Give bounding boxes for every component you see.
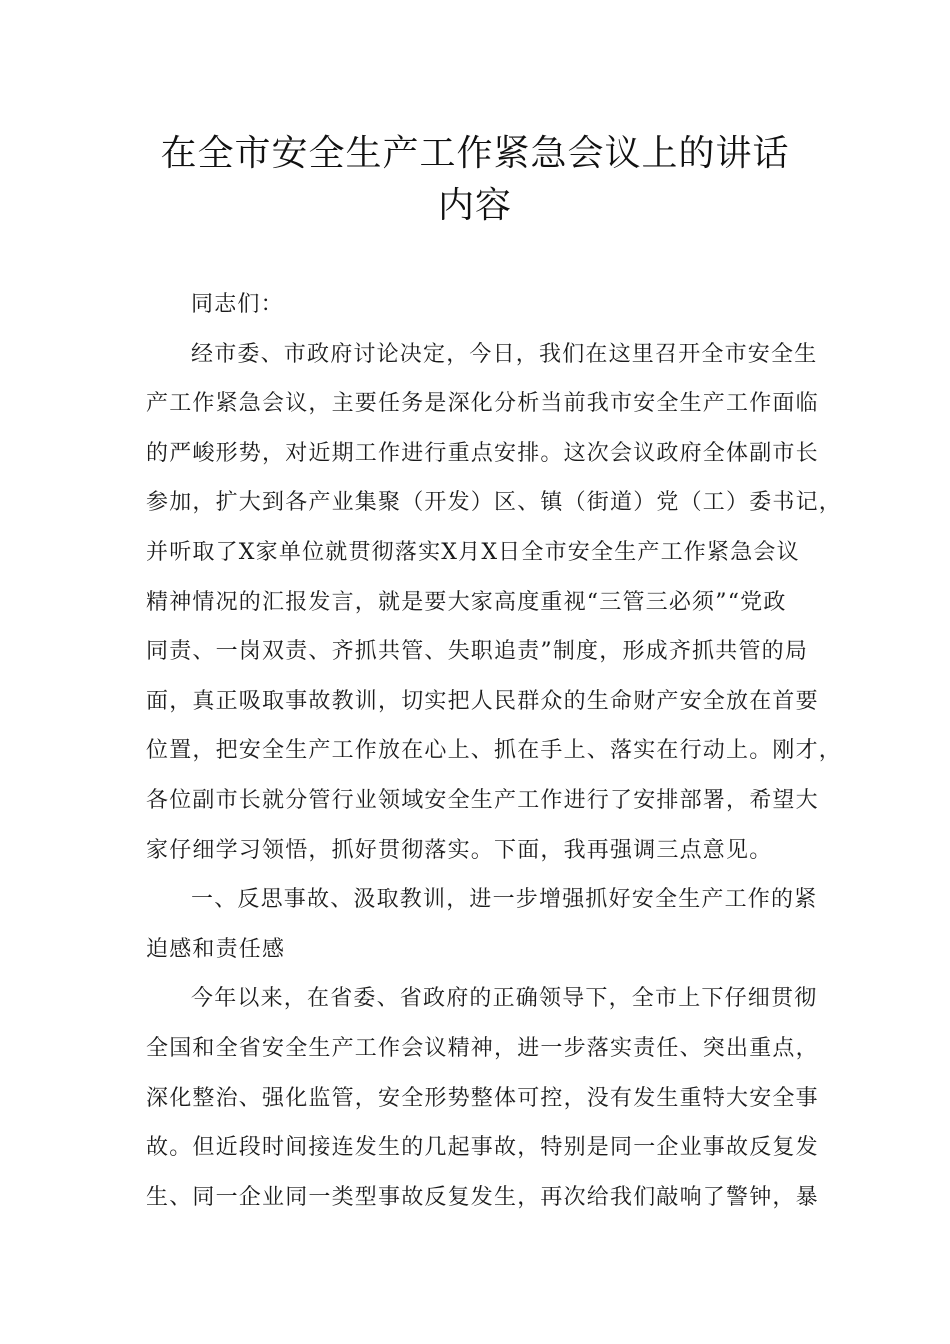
body-text-line: 故。但近段时间接连发生的几起事故，特别是同一企业事故反复发 — [146, 1135, 819, 1161]
body-text-line: 同志们： — [191, 292, 284, 317]
document-title-line-2: 内容 — [437, 185, 512, 226]
body-text-line: 的严峻形势，对近期工作进行重点安排。这次会议政府全体副市长 — [146, 440, 819, 466]
document-body — [146, 280, 843, 1222]
document-title-line-1: 在全市安全生产工作紧急会议上的讲话 — [160, 133, 790, 174]
body-text-line: 各位副市长就分管行业领域安全生产工作进行了安排部署，希望大 — [146, 787, 819, 813]
body-text-line: 经市委、市政府讨论决定，今日，我们在这里召开全市安全生 — [191, 341, 818, 367]
body-text-line: 精神情况的汇报发言，就是要大家高度重视“三管三必须”“党政 — [146, 589, 787, 615]
body-text-line: 深化整治、强化监管，安全形势整体可控，没有发生重特大安全事 — [146, 1085, 819, 1111]
body-text-line: 产工作紧急会议，主要任务是深化分析当前我市安全生产工作面临 — [146, 391, 819, 417]
body-text-line: 今年以来，在省委、省政府的正确领导下，全市上下仔细贯彻 — [191, 986, 818, 1012]
body-text-line: 迫感和责任感 — [146, 936, 286, 962]
body-text-line: 位置，把安全生产工作放在心上、抓在手上、落实在行动上。刚才， — [146, 738, 843, 764]
body-text-line: 生、同一企业同一类型事故反复发生，再次给我们敲响了警钟，暴 — [146, 1184, 819, 1210]
body-text-line: 面，真正吸取事故教训，切实把人民群众的生命财产安全放在首要 — [146, 688, 819, 714]
body-text-line: 家仔细学习领悟，抓好贯彻落实。下面，我再强调三点意见。 — [146, 837, 773, 863]
body-text-line: 同责、一岗双责、齐抓共管、失职追责”制度，形成齐抓共管的局 — [146, 639, 809, 665]
body-text-line: 并听取了X家单位就贯彻落实X月X日全市安全生产工作紧急会议 — [146, 539, 800, 565]
body-text-line: 参加，扩大到各产业集聚（开发）区、镇（街道）党（工）委书记， — [146, 490, 843, 516]
body-text-line: 一、反思事故、汲取教训，进一步增强抓好安全生产工作的紧 — [191, 887, 818, 913]
body-text-line: 全国和全省安全生产工作会议精神，进一步落实责任、突出重点， — [146, 1035, 819, 1061]
